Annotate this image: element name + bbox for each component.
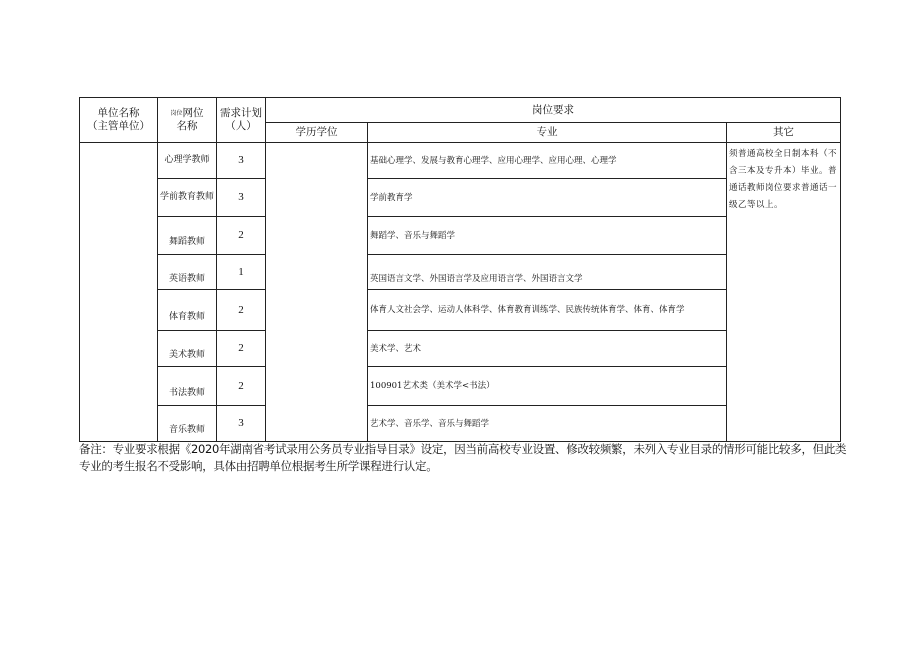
post-name-cell: 舞蹈教师 xyxy=(158,217,217,255)
table-row xyxy=(80,331,841,367)
major-cell: 基础心理学、发展与教育心理学、应用心理学、应用心理、心理学 xyxy=(368,143,727,179)
post-name-cell: 美术教师 xyxy=(158,331,217,367)
count-cell: 2 xyxy=(217,331,266,367)
post-name-cell: 书法教师 xyxy=(158,367,217,406)
count-cell: 2 xyxy=(217,290,266,331)
post-name-cell: 体育教师 xyxy=(158,290,217,331)
education-header: 学历学位 xyxy=(266,123,368,143)
education-cell xyxy=(266,143,368,442)
other-header: 其它 xyxy=(727,123,841,143)
table-row xyxy=(80,406,841,442)
post-name-cell: 心理学教师 xyxy=(158,143,217,179)
table-row xyxy=(80,290,841,331)
count-cell: 3 xyxy=(217,179,266,217)
unit-name-header: 单位名称 （主管单位） xyxy=(80,98,158,143)
count-cell: 2 xyxy=(217,217,266,255)
footnote: 备注：专业要求根据《2020年湖南省考试录用公务员专业指导目录》设定，因当前高校专业设置、修改较频繁，未列入专业目录的情形可能比较多，但此类专业的考生报名不受影响，具体由招聘单位根据考生所学课程进行认定。 xyxy=(79,442,847,473)
major-cell: 艺术学、音乐学、音乐与舞蹈学 xyxy=(368,406,727,442)
post-name-cell: 英语教师 xyxy=(158,255,217,290)
major-cell: 学前教育学 xyxy=(368,179,727,217)
other-cell: 须普通高校全日制本科（不含三本及专升本）毕业。普通话教师岗位要求普通话一级乙等以上。 xyxy=(727,143,841,442)
requirements-header: 岗位要求 xyxy=(266,98,841,123)
post-name-cell: 学前教育教师 xyxy=(158,179,217,217)
major-cell: 舞蹈学、音乐与舞蹈学 xyxy=(368,217,727,255)
plan-header: 需求计划 （人） xyxy=(217,98,266,143)
table-row xyxy=(80,179,841,217)
table-row xyxy=(80,217,841,255)
count-cell: 1 xyxy=(217,255,266,290)
count-cell: 3 xyxy=(217,406,266,442)
major-cell: 100901艺术类（美术学<书法） xyxy=(368,367,727,406)
major-cell: 英国语言文学、外国语言学及应用语言学、外国语言文学 xyxy=(368,255,727,290)
count-cell: 3 xyxy=(217,143,266,179)
recruitment-table xyxy=(79,97,841,442)
major-cell: 美术学、艺术 xyxy=(368,331,727,367)
post-name-cell: 音乐教师 xyxy=(158,406,217,442)
unit-name-cell xyxy=(80,143,158,442)
major-header: 专业 xyxy=(368,123,727,143)
major-cell: 体育人文社会学、运动人体科学、体育教育训练学、民族传统体育学、体育、体育学 xyxy=(368,290,727,331)
table-row xyxy=(80,143,841,179)
count-cell: 2 xyxy=(217,367,266,406)
table-row xyxy=(80,255,841,290)
post-name-header: $^{岗位}$网位 名称 xyxy=(158,98,217,143)
table-row xyxy=(80,367,841,406)
